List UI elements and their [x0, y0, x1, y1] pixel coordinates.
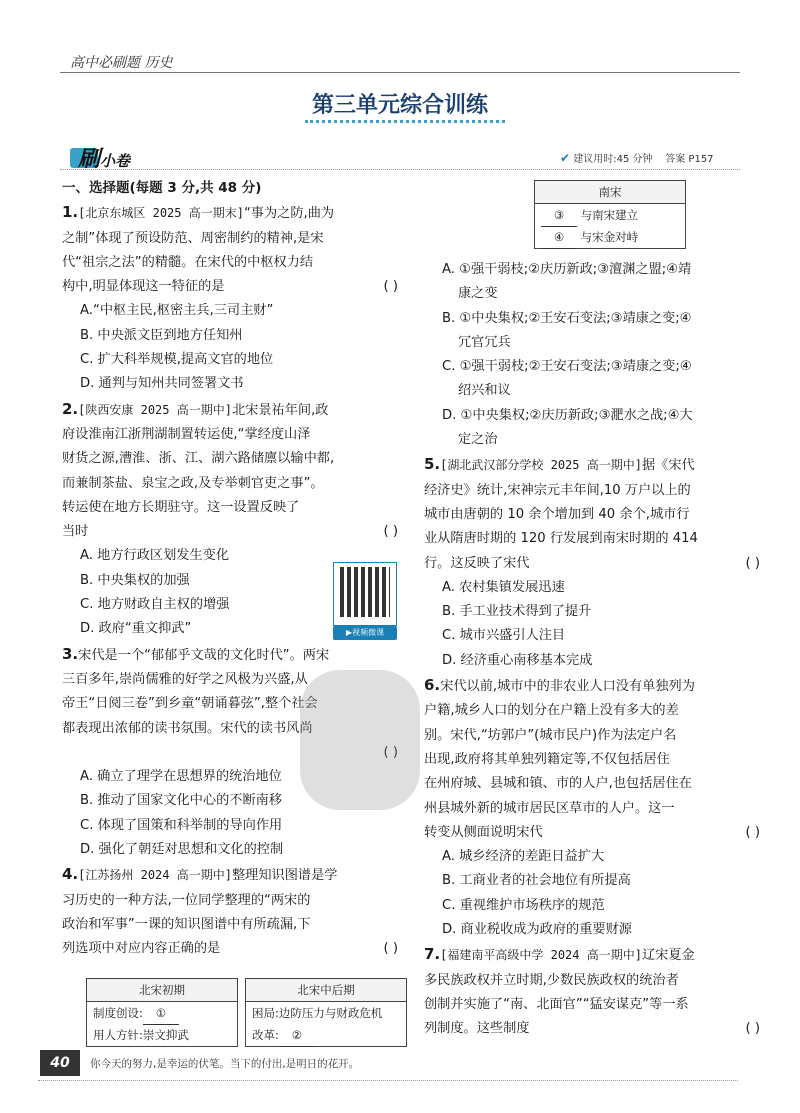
q4-option-c-cont: 绍兴和议 [458, 383, 511, 399]
q4-blank-4: ④ [541, 226, 577, 249]
q7-text4: 列制度。这些制度 [424, 1021, 530, 1037]
q7-line1 [424, 942, 764, 968]
q4-option-a-cont: 康之变 [458, 286, 498, 302]
q6-option-b[interactable]: B. 工商业者的社会地位有所提高 [442, 873, 631, 889]
q6-line3: 别。宋代,“坊郭户”(城市民户)作为法定户名 [424, 727, 677, 743]
q6-text1: 宋代以前,城市中的非农业人口没有单独列为 [440, 679, 695, 695]
q4-text4: 列选项中对应内容正确的是 [62, 941, 221, 957]
q1-option-a[interactable]: A.“中枢主民,枢密主兵,三司主财” [80, 303, 274, 319]
q7-text1: 辽宋夏金 [641, 948, 695, 964]
q6-line4: 出现,政府将其单独列籍定等,不仅包括居住 [424, 751, 670, 767]
q5-line1 [424, 452, 764, 478]
footer-divider [38, 1080, 738, 1081]
page-number: 40 [40, 1050, 80, 1076]
book-header: 高中必刷题 历史 [70, 55, 173, 71]
q4-t3-row1 [535, 204, 685, 226]
q2-line4: 而兼制茶盐、泉宝之政,及专举刺官吏之事”。 [62, 475, 324, 491]
q4-option-c[interactable]: C. ①强干弱枝;②王安石变法;③靖康之变;④ [442, 359, 692, 375]
q4-option-b[interactable]: B. ①中央集权;②王安石变法;③靖康之变;④ [442, 310, 692, 326]
q1-option-c[interactable]: C. 扩大科举规模,提高文官的地位 [80, 352, 274, 368]
q7-source: [福建南平高级中学 2024 高一期中] [440, 948, 642, 963]
suggested-time: 建议用时:45 分钟 [573, 154, 653, 165]
q6-number: 6. [424, 676, 441, 695]
q4-option-a[interactable]: A. ①强干弱枝;②庆历新政;③澶渊之盟;④靖 [442, 262, 692, 277]
q2-answer-paren[interactable]: ( ) [383, 524, 398, 540]
q5-line2: 经济史》统计,宋神宗元丰年间,10 万户以上的 [424, 482, 691, 498]
q4-blank-1: ① [143, 1002, 179, 1025]
q6-option-c[interactable]: C. 重视维护市场秩序的规范 [442, 897, 605, 913]
q7-line3: 创制并实施了“南、北面官”“猛安谋克”等一系 [424, 996, 689, 1012]
q2-line5: 转运使在地方长期驻守。这一设置反映了 [62, 499, 300, 515]
q5-option-b[interactable]: B. 手工业技术得到了提升 [442, 604, 592, 620]
q3-text1: 宋代是一个“郁郁乎文哉的文化时代”。两宋 [78, 647, 330, 663]
q4-t1-r1-label: 制度创设: [93, 1006, 143, 1020]
q6-option-d[interactable]: D. 商业税收成为政府的重要财源 [442, 922, 632, 938]
q5-line4: 业从隋唐时期的 120 行发展到南宋时期的 414 [424, 531, 698, 547]
q4-t3-r1-text: 与南宋建立 [580, 208, 639, 222]
q5-line3: 城市由唐朝的 10 余个增加到 40 余个,城市行 [424, 506, 690, 522]
q3-line2: 三百多年,崇尚儒雅的好学之风极为兴盛,从 [62, 671, 308, 687]
q2-line3: 财货之源,漕淮、浙、江、湖六路储廪以输中都, [62, 451, 335, 467]
q6-line1 [424, 673, 764, 699]
q4-source: [江苏扬州 2024 高一期中] [78, 868, 232, 883]
q3-option-c[interactable]: C. 体现了国策和科举制的导向作用 [80, 817, 283, 833]
q2-text6: 当时 [62, 524, 89, 540]
q6-answer-paren[interactable]: ( ) [745, 824, 760, 840]
q7-line2: 多民族政权并立时期,少数民族政权的统治者 [424, 972, 679, 988]
q5-number: 5. [424, 455, 441, 474]
q4-t3-r2-text: 与宋金对峙 [580, 230, 639, 244]
q1-option-b[interactable]: B. 中央派文臣到地方任知州 [80, 327, 243, 343]
q4-option-b-cont: 冗官冗兵 [458, 334, 511, 350]
q3-option-a[interactable]: A. 确立了理学在思想界的统治地位 [80, 769, 282, 785]
q1-source: [北京东城区 2025 高一期末] [78, 206, 244, 221]
q2-number: 2. [62, 399, 79, 418]
q4-option-d-cont: 定之治 [458, 432, 498, 448]
q1-line4 [62, 275, 402, 299]
page-title: 第三单元综合训练 [311, 93, 488, 118]
q1-text4: 构中,明显体现这一特征的是 [62, 279, 225, 295]
qr-pattern [340, 567, 390, 617]
q4-t3-head: 南宋 [535, 181, 685, 204]
q4-t2-head: 北宋中后期 [246, 979, 406, 1002]
q7-line4 [424, 1017, 764, 1041]
q3-line1 [62, 642, 402, 668]
q5-text1: 据《宋代 [641, 458, 695, 474]
q2-option-d[interactable]: D. 政府“重文抑武” [80, 621, 192, 637]
q2-line1 [62, 397, 402, 423]
header-divider [60, 72, 740, 73]
q4-blank-2: ② [279, 1024, 315, 1047]
q3-line3: 帝王“日阅三卷”到乡童“朝诵暮弦”,整个社会 [62, 696, 318, 712]
q3-option-d[interactable]: D. 强化了朝廷对思想和文化的控制 [80, 842, 284, 858]
q4-table-south [534, 180, 686, 249]
q5-source: [湖北武汉部分学校 2025 高一期中] [440, 458, 642, 473]
q4-text1: 整理知识图谱是学 [231, 868, 338, 884]
right-column [424, 258, 764, 1042]
watermark [300, 670, 420, 810]
q4-t1-row1 [87, 1002, 237, 1024]
q4-table-early [86, 978, 238, 1047]
brand-sub: 小卷 [100, 152, 131, 170]
q4-t1-head: 北宋初期 [87, 979, 237, 1002]
q3-line4: 都表现出浓郁的读书氛围。宋代的读书风尚 [62, 720, 313, 736]
q1-line3: 代“祖宗之法”的精髓。在宋代的中枢权力结 [62, 254, 314, 270]
check-icon: ✔ [560, 151, 571, 165]
q1-line1 [62, 200, 402, 226]
q1-text1: “事为之防,曲为 [243, 206, 335, 222]
title-underline [305, 120, 505, 123]
answer-ref: 答案 P157 [665, 154, 714, 165]
brand-main: 刷 [78, 147, 101, 172]
q7-answer-paren[interactable]: ( ) [745, 1021, 760, 1037]
q1-option-d[interactable]: D. 通判与知州共同签署文书 [80, 376, 244, 392]
q2-text1: 北宋景祐年间,政 [231, 402, 329, 418]
q2-option-a[interactable]: A. 地方行政区划发生变化 [80, 548, 230, 564]
q1-line2: 之制”体现了预设防范、周密制约的精神,是宋 [62, 230, 324, 246]
meta-divider [60, 169, 740, 170]
q6-line7 [424, 821, 764, 845]
q4-number: 4. [62, 865, 79, 884]
q5-line5 [424, 552, 764, 576]
video-lesson-label[interactable]: ▶视频微课 [333, 626, 397, 640]
section-heading: 一、选择题(每题 3 分,共 48 分) [62, 180, 262, 196]
q2-source: [陕西安康 2025 高一期中] [78, 402, 232, 417]
qr-code[interactable] [333, 562, 397, 626]
q4-t2-row2 [246, 1024, 406, 1046]
q4-line4 [62, 937, 402, 961]
q4-table-mid [245, 978, 407, 1047]
q4-t1-row2: 用人方针:崇文抑武 [93, 1028, 189, 1042]
q6-text7: 转变从侧面说明宋代 [424, 824, 543, 840]
q5-option-d[interactable]: D. 经济重心南移基本完成 [442, 652, 593, 668]
q4-t2-row1: 困局:边防压力与财政危机 [252, 1006, 383, 1020]
q6-line6: 州县城外新的城市居民区草市的人户。这一 [424, 800, 675, 816]
footer-motto: 你今天的努力,是幸运的伏笔。当下的付出,是明日的花开。 [90, 1058, 360, 1070]
q4-line1 [62, 862, 402, 888]
q4-option-d[interactable]: D. ①中央集权;②庆历新政;③淝水之战;④大 [442, 407, 693, 423]
q2-option-b[interactable]: B. 中央集权的加强 [80, 572, 190, 588]
q4-line2: 习历史的一种方法,一位同学整理的“两宋的 [62, 892, 311, 908]
q4-line3: 政治和军事”一课的知识图谱中有所疏漏,下 [62, 916, 311, 932]
q6-line2: 户籍,城乡人口的划分在户籍上没有多大的差 [424, 703, 679, 719]
q4-t2-r2-label: 改革: [252, 1028, 279, 1042]
q5-option-c[interactable]: C. 城市兴盛引人注目 [442, 628, 566, 644]
q6-option-a[interactable]: A. 城乡经济的差距日益扩大 [442, 849, 605, 865]
q5-answer-paren[interactable]: ( ) [745, 555, 760, 571]
brand-logo [70, 140, 142, 172]
q5-text5: 行。这反映了宋代 [424, 555, 530, 571]
q6-line5: 在州府城、县城和镇、市的人户,也包括居住在 [424, 776, 692, 792]
meta-info [560, 150, 714, 165]
q3-number: 3. [62, 644, 79, 663]
q7-number: 7. [424, 945, 441, 964]
q1-number: 1. [62, 203, 79, 222]
q3-answer-paren[interactable]: ( ) [383, 744, 398, 760]
q2-line2: 府设淮南江浙荆湖制置转运使,“掌经度山泽 [62, 426, 311, 442]
q4-answer-paren[interactable]: ( ) [383, 941, 398, 957]
q2-line6 [62, 520, 402, 544]
q1-answer-paren[interactable]: ( ) [383, 279, 398, 295]
q3-option-b[interactable]: B. 推动了国家文化中心的不断南移 [80, 793, 283, 809]
q2-option-c[interactable]: C. 地方财政自主权的增强 [80, 597, 230, 613]
q4-blank-3: ③ [541, 204, 577, 227]
q4-t3-row2 [535, 226, 685, 248]
q5-option-a[interactable]: A. 农村集镇发展迅速 [442, 579, 565, 595]
